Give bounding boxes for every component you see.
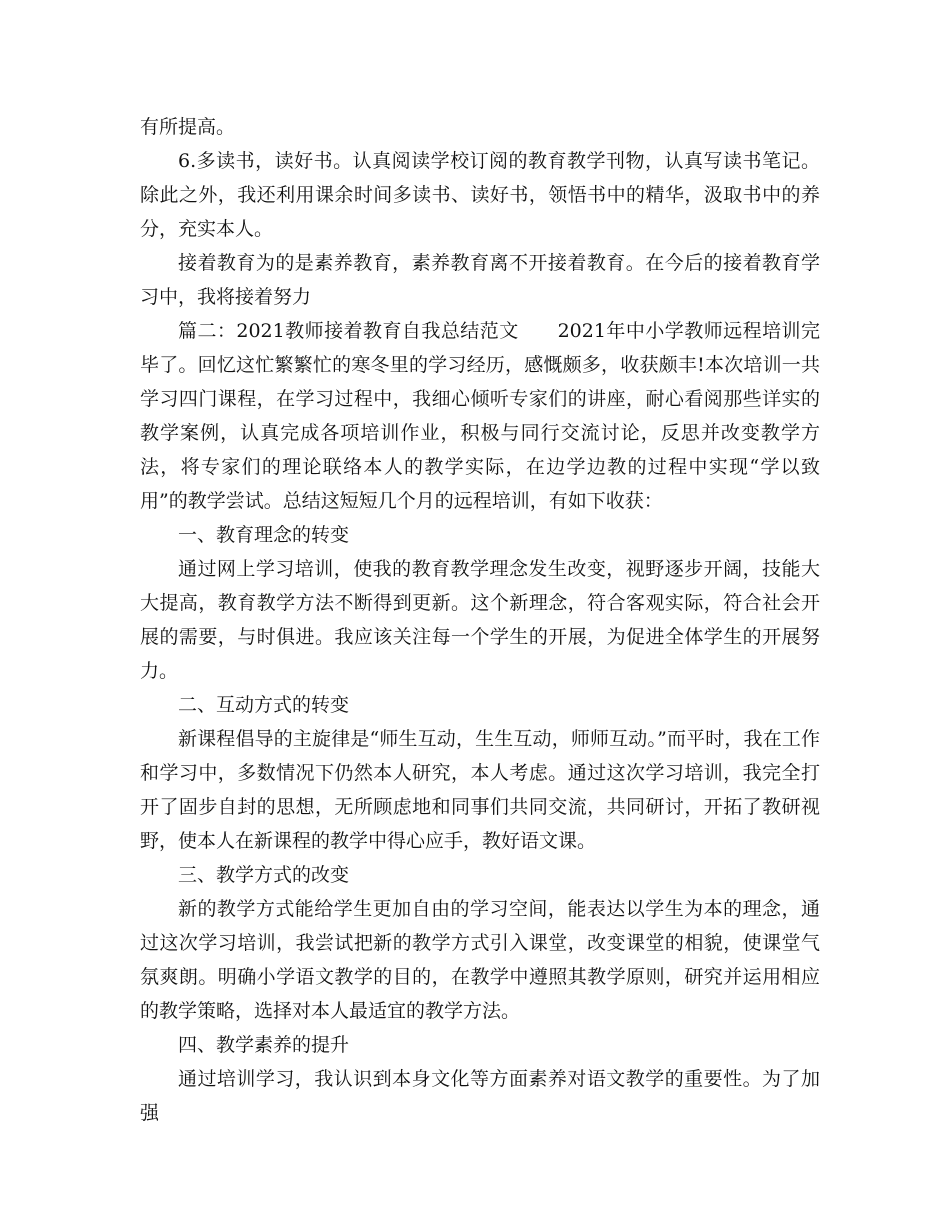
paragraph: 接着教育为的是素养教育，素养教育离不开接着教育。在今后的接着教育学习中，我将接着努力: [140, 252, 820, 308]
paragraph: 通过网上学习培训，使我的教育教学理念发生改变，视野逐步开阔，技能大大提高，教育教学方法不断得到更新。这个新理念，符合客观实际，符合社会开展的需要，与时俱进。我应该关注每一个学生的开展，为促进全体学生的开展努力。: [140, 558, 820, 682]
section-heading: 四、教学素养的提升: [178, 1034, 350, 1056]
paragraph: 6.多读书，读好书。认真阅读学校订阅的教育教学刊物，认真写读书笔记。除此之外，我还利用课余时间多读书、读好书，领悟书中的精华，汲取书中的养分，充实本人。: [140, 150, 820, 240]
paragraph: 篇二：2021教师接着教育自我总结范文 2021年中小学教师远程培训完毕了。回忆这忙繁繁忙的寒冬里的学习经历，感慨颇多，收获颇丰!本次培训一共学习四门课程，在学习过程中，我细心倾听专家们的讲座，耐心看阅那些详实的教学案例，认真完成各项培训作业，积极与同行交流讨论，反思并改变教学方法，将专家们的理论联络本人的教学实际，在边学边教的过程中实现“学以致用”的教学尝试。总结这短短几个月的远程培训，有如下收获：: [140, 320, 820, 512]
document-body: [140, 110, 820, 1130]
paragraph: 新的教学方式能给学生更加自由的学习空间，能表达以学生为本的理念，通过这次学习培训，我尝试把新的教学方式引入课堂，改变课堂的相貌，使课堂气氛爽朗。明确小学语文教学的目的，在教学中遵照其教学原则，研究并运用相应的教学策略，选择对本人最适宜的教学方法。: [140, 898, 820, 1022]
paragraph: 有所提高。: [140, 116, 236, 138]
section-heading: 三、教学方式的改变: [178, 864, 350, 886]
paragraph: 新课程倡导的主旋律是“师生互动，生生互动，师师互动。”而平时，我在工作和学习中，多数情况下仍然本人研究，本人考虑。通过这次学习培训，我完全打开了固步自封的思想，无所顾虑地和同事们共同交流，共同研讨，开拓了教研视野，使本人在新课程的教学中得心应手，教好语文课。: [140, 728, 820, 852]
section-heading: 一、教育理念的转变: [178, 524, 350, 546]
section-heading: 二、互动方式的转变: [178, 694, 350, 716]
paragraph: 通过培训学习，我认识到本身文化等方面素养对语文教学的重要性。为了加强: [140, 1068, 820, 1124]
